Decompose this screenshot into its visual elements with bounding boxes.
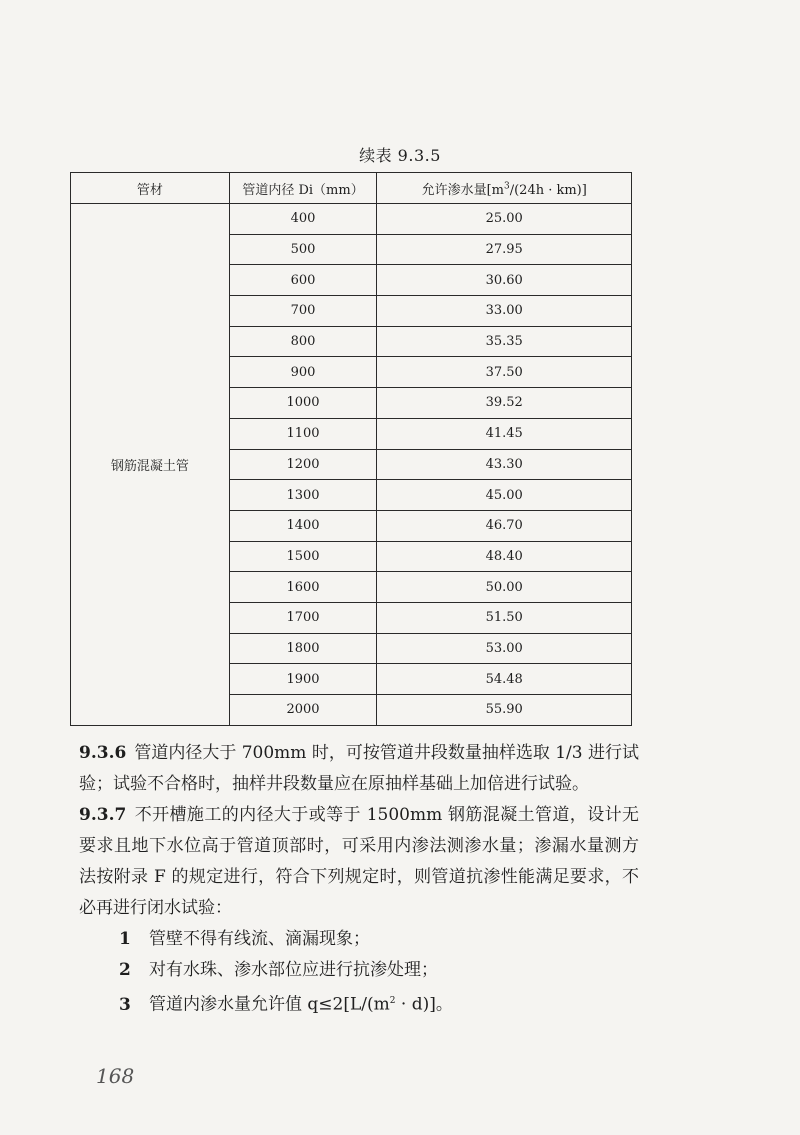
clause-number: 9.3.6 [79, 743, 127, 763]
seepage-table [70, 172, 632, 726]
clause-text: 不开槽施工的内径大于或等于 1500mm 钢筋混凝土管道，设计无要求且地下水位高于管道顶部时，可采用内渗法测渗水量；渗漏水量测方法按附录 F 的规定进行，符合下列规定时，则管道抗渗性能满足要求，不必再进行闭水试验： [79, 805, 639, 918]
diameter-cell: 1100 [229, 418, 377, 449]
diameter-cell: 1400 [229, 510, 377, 541]
seepage-cell: 46.70 [377, 510, 632, 541]
seepage-cell: 55.90 [377, 695, 632, 726]
item-text-end: · d)]。 [395, 994, 453, 1015]
diameter-cell: 1800 [229, 633, 377, 664]
header-diameter: 管道内径 Di（mm） [229, 173, 377, 204]
diameter-cell: 400 [229, 204, 377, 235]
diameter-cell: 1700 [229, 602, 377, 633]
diameter-cell: 900 [229, 357, 377, 388]
item-number: 2 [119, 960, 131, 980]
diameter-cell: 800 [229, 326, 377, 357]
clause-text: 管道内径大于 700mm 时，可按管道井段数量抽样选取 1/3 进行试验；试验不合格时，抽样井段数量应在原抽样基础上加倍进行试验。 [79, 743, 639, 794]
diameter-cell: 1500 [229, 541, 377, 572]
diameter-cell: 1600 [229, 572, 377, 603]
header-seepage [377, 173, 632, 204]
clause-number: 9.3.7 [79, 805, 127, 825]
diameter-cell: 1200 [229, 449, 377, 480]
seepage-cell: 33.00 [377, 296, 632, 327]
seepage-cell: 51.50 [377, 602, 632, 633]
seepage-cell: 41.45 [377, 418, 632, 449]
seepage-cell: 27.95 [377, 234, 632, 265]
material-cell: 钢筋混凝土管 [71, 204, 230, 726]
item-sup: 2 [389, 996, 396, 1006]
item-text: 对有水珠、渗水部位应进行抗渗处理； [149, 960, 438, 980]
diameter-cell: 2000 [229, 695, 377, 726]
item-number: 1 [119, 929, 131, 949]
diameter-cell: 1900 [229, 664, 377, 695]
header-seepage-pre: 允许渗水量[m [421, 182, 504, 198]
seepage-cell: 37.50 [377, 357, 632, 388]
table-row [71, 204, 632, 235]
seepage-cell: 48.40 [377, 541, 632, 572]
seepage-cell: 50.00 [377, 572, 632, 603]
item-number: 3 [119, 994, 131, 1015]
seepage-cell: 25.00 [377, 204, 632, 235]
table-caption: 续表 9.3.5 [359, 146, 441, 165]
clause-9-3-6 [79, 738, 639, 800]
diameter-cell: 700 [229, 296, 377, 327]
list-item [79, 955, 639, 986]
seepage-cell: 53.00 [377, 633, 632, 664]
diameter-cell: 600 [229, 265, 377, 296]
page-number: 168 [96, 1064, 135, 1088]
diameter-cell: 500 [229, 234, 377, 265]
table-header-row [71, 173, 632, 204]
item-text: 管道内渗水量允许值 q≤2[L/(m [149, 994, 390, 1015]
seepage-cell: 45.00 [377, 480, 632, 511]
header-seepage-post: /(24h · km)] [509, 182, 587, 198]
seepage-cell: 30.60 [377, 265, 632, 296]
diameter-cell: 1000 [229, 388, 377, 419]
diameter-cell: 1300 [229, 480, 377, 511]
header-seepage-sup: 3 [503, 181, 510, 192]
list-item [79, 924, 639, 955]
clause-9-3-7 [79, 800, 639, 924]
header-material: 管材 [71, 173, 230, 204]
clause-section [79, 738, 639, 1021]
list-item [79, 986, 639, 1021]
seepage-cell: 43.30 [377, 449, 632, 480]
seepage-cell: 35.35 [377, 326, 632, 357]
seepage-cell: 54.48 [377, 664, 632, 695]
seepage-cell: 39.52 [377, 388, 632, 419]
item-text: 管壁不得有线流、滴漏现象； [149, 929, 370, 949]
